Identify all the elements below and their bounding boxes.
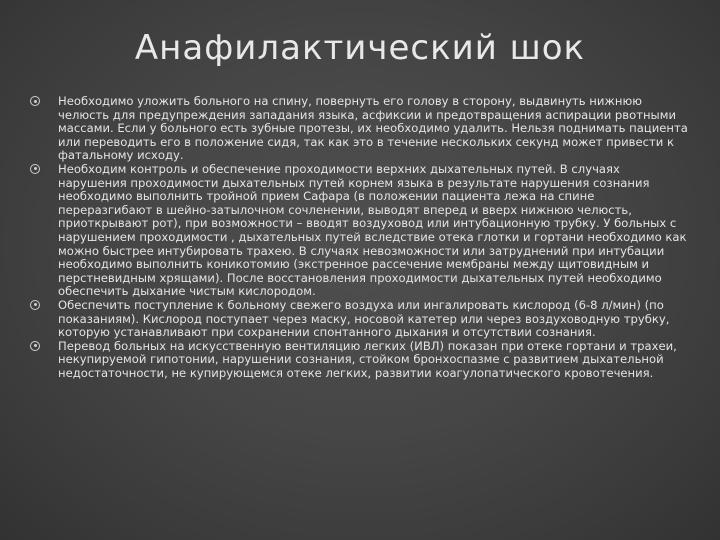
circle-bullet-icon	[30, 164, 40, 174]
circle-bullet-icon	[30, 96, 40, 106]
bullet-item-2	[30, 163, 690, 299]
bullet-item-1	[30, 95, 690, 163]
bullet-item-4	[30, 340, 690, 381]
slide-title: Анафилактический шок	[134, 28, 586, 68]
bullet-text: Необходимо уложить больного на спину, повернуть его голову в сторону, выдвинуть нижнюю челюсть для предупреждения западания языка, асфиксии и предотвращения аспирации рвотными массами. Если у больного есть зубные протезы, их необходимо удалить. Нельзя поднимать пациента или переводить его в положение сидя, так как это в течение нескольких секунд может привести к фатальному исходу.	[58, 94, 688, 163]
bullet-item-3	[30, 299, 690, 340]
circle-bullet-icon	[30, 341, 40, 351]
bullet-list	[30, 95, 690, 380]
bullet-text: Необходим контроль и обеспечение проходимости верхних дыхательных путей. В случаях нарушения проходимости дыхательных путей корнем языка в результате нарушения сознания необходимо выполнить тройной прием Сафара (в положении пациента лежа на спине переразгибают в шейно-затылочном сочленении, выводят вперед и вверх нижнюю челюсть, приоткрывают рот), при возможности – вводят воздуховод или интубационную трубку. У больных с нарушением проходимости , дыхательных путей вследствие отека глотки и гортани необходимо как можно быстрее интубировать трахею. В случаях невозможности или затруднений при интубации необходимо выполнить коникотомию (экстренное рассечение мембраны между щитовидным и перстневидным хрящами). После восстановления проходимости дыхательных путей необходимо обеспечить дыхание чистым кислородом.	[58, 161, 687, 299]
circle-bullet-icon	[30, 300, 40, 310]
bullet-text: Обеспечить поступление к больному свежего воздуха или ингалировать кислород (6-8 л/мин) (по показаниям). Кислород поступает через маску, носовой катетер или через воздуховодную трубку, которую устанавливают при сохранении спонтанного дыхания и отсутствии сознания.	[58, 297, 670, 340]
bullet-text: Перевод больных на искусственную вентиляцию легких (ИВЛ) показан при отеке гортани и трахеи, некупируемой гипотонии, нарушении сознания, стойком бронхоспазме с развитием дыхательной недостаточности, не купирующемся отеке легких, развитии коагулопатического кровотечения.	[58, 338, 677, 380]
